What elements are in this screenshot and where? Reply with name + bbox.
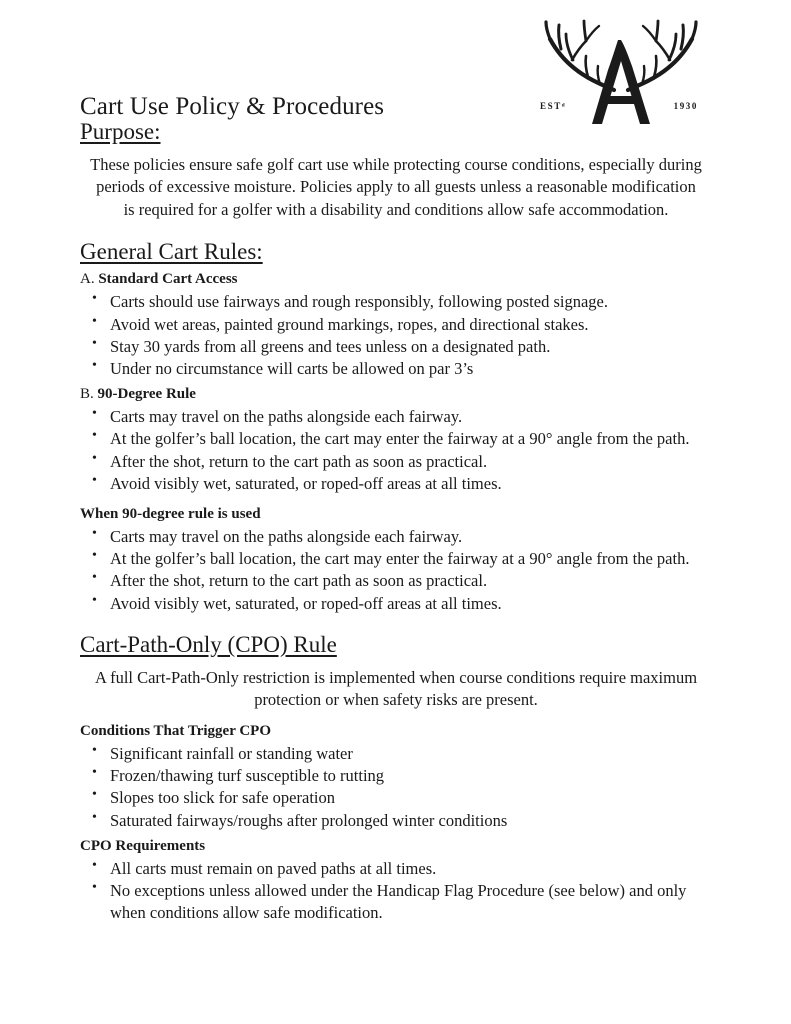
subsection-title: CPO Requirements [80, 837, 206, 854]
logo-established-label: ESTᵈ [540, 101, 567, 111]
cpo-intro-paragraph: A full Cart-Path-Only restriction is implemented when course conditions require maximum protection or when safety risks are present. [94, 667, 698, 710]
bullet-list-90-degree-rule [80, 406, 712, 495]
subsection-heading-conditions-that-trigger-cpo [80, 722, 712, 741]
spacer [80, 495, 712, 505]
subsection-heading-90-degree-rule [80, 385, 712, 404]
list-item: • Saturated fairways/roughs after prolonged winter conditions [80, 810, 712, 832]
bullet-list-cpo-requirements [80, 858, 712, 924]
document-body [80, 118, 712, 924]
list-item: • All carts must remain on paved paths at all times. [80, 858, 712, 880]
list-item: • Frozen/thawing turf susceptible to rutting [80, 765, 712, 787]
subsection-marker: B. [80, 386, 94, 403]
spacer [80, 615, 712, 631]
spacer [80, 222, 712, 238]
subsection-title: Conditions That Trigger CPO [80, 723, 272, 740]
subsection-heading-cpo-requirements [80, 837, 712, 856]
list-item: • Avoid visibly wet, saturated, or roped-off areas at all times. [80, 473, 712, 495]
section-heading-cart-path-only-rule: Cart-Path-Only (CPO) Rule [80, 631, 337, 657]
list-item: • Avoid wet areas, painted ground markings, ropes, and directional stakes. [80, 314, 712, 336]
bullet-list-when-90-degree-rule-is-used [80, 526, 712, 615]
spacer [80, 712, 712, 722]
list-item: • At the golfer’s ball location, the cart may enter the fairway at a 90° angle from the path. [80, 428, 712, 450]
page-title: Cart Use Policy & Procedures [80, 92, 385, 120]
section-heading-purpose: Purpose: [80, 119, 161, 144]
list-item: • Under no circumstance will carts be allowed on par 3’s [80, 358, 712, 380]
list-item: • Carts may travel on the paths alongside each fairway. [80, 526, 712, 548]
list-item: • At the golfer’s ball location, the cart may enter the fairway at a 90° angle from the path. [80, 548, 712, 570]
list-item: • Significant rainfall or standing water [80, 743, 712, 765]
subsection-heading-when-90-degree-rule-is-used [80, 505, 712, 524]
list-item: • Avoid visibly wet, saturated, or roped-off areas at all times. [80, 593, 712, 615]
list-item: • After the shot, return to the cart path as soon as practical. [80, 570, 712, 592]
list-item: • Carts may travel on the paths alongside each fairway. [80, 406, 712, 428]
list-item: • After the shot, return to the cart path as soon as practical. [80, 451, 712, 473]
purpose-paragraph: These policies ensure safe golf cart use while protecting course conditions, especially during periods of excessive moisture. Policies apply to all guests unless a reasonable modification is required for a golfer with a disability and conditions allow safe accommodation. [90, 154, 702, 220]
list-item: • Slopes too slick for safe operation [80, 787, 712, 809]
subsection-marker: A. [80, 271, 95, 288]
logo-established-year: 1930 [673, 101, 698, 111]
subsection-heading-standard-cart-access [80, 270, 712, 289]
club-logo [528, 8, 714, 136]
antler-logo-graphic [528, 8, 714, 136]
subsection-title: Standard Cart Access [98, 271, 238, 288]
section-heading-general-cart-rules: General Cart Rules: [80, 238, 263, 264]
list-item: • No exceptions unless allowed under the Handicap Flag Procedure (see below) and only when conditions allow safe modification. [80, 880, 712, 924]
bullet-list-standard-cart-access [80, 291, 712, 380]
subsection-title: When 90-degree rule is used [80, 506, 261, 523]
list-item: • Carts should use fairways and rough responsibly, following posted signage. [80, 291, 712, 313]
bullet-list-conditions-that-trigger-cpo [80, 743, 712, 832]
list-item: • Stay 30 yards from all greens and tees unless on a designated path. [80, 336, 712, 358]
subsection-title: 90-Degree Rule [97, 386, 196, 403]
